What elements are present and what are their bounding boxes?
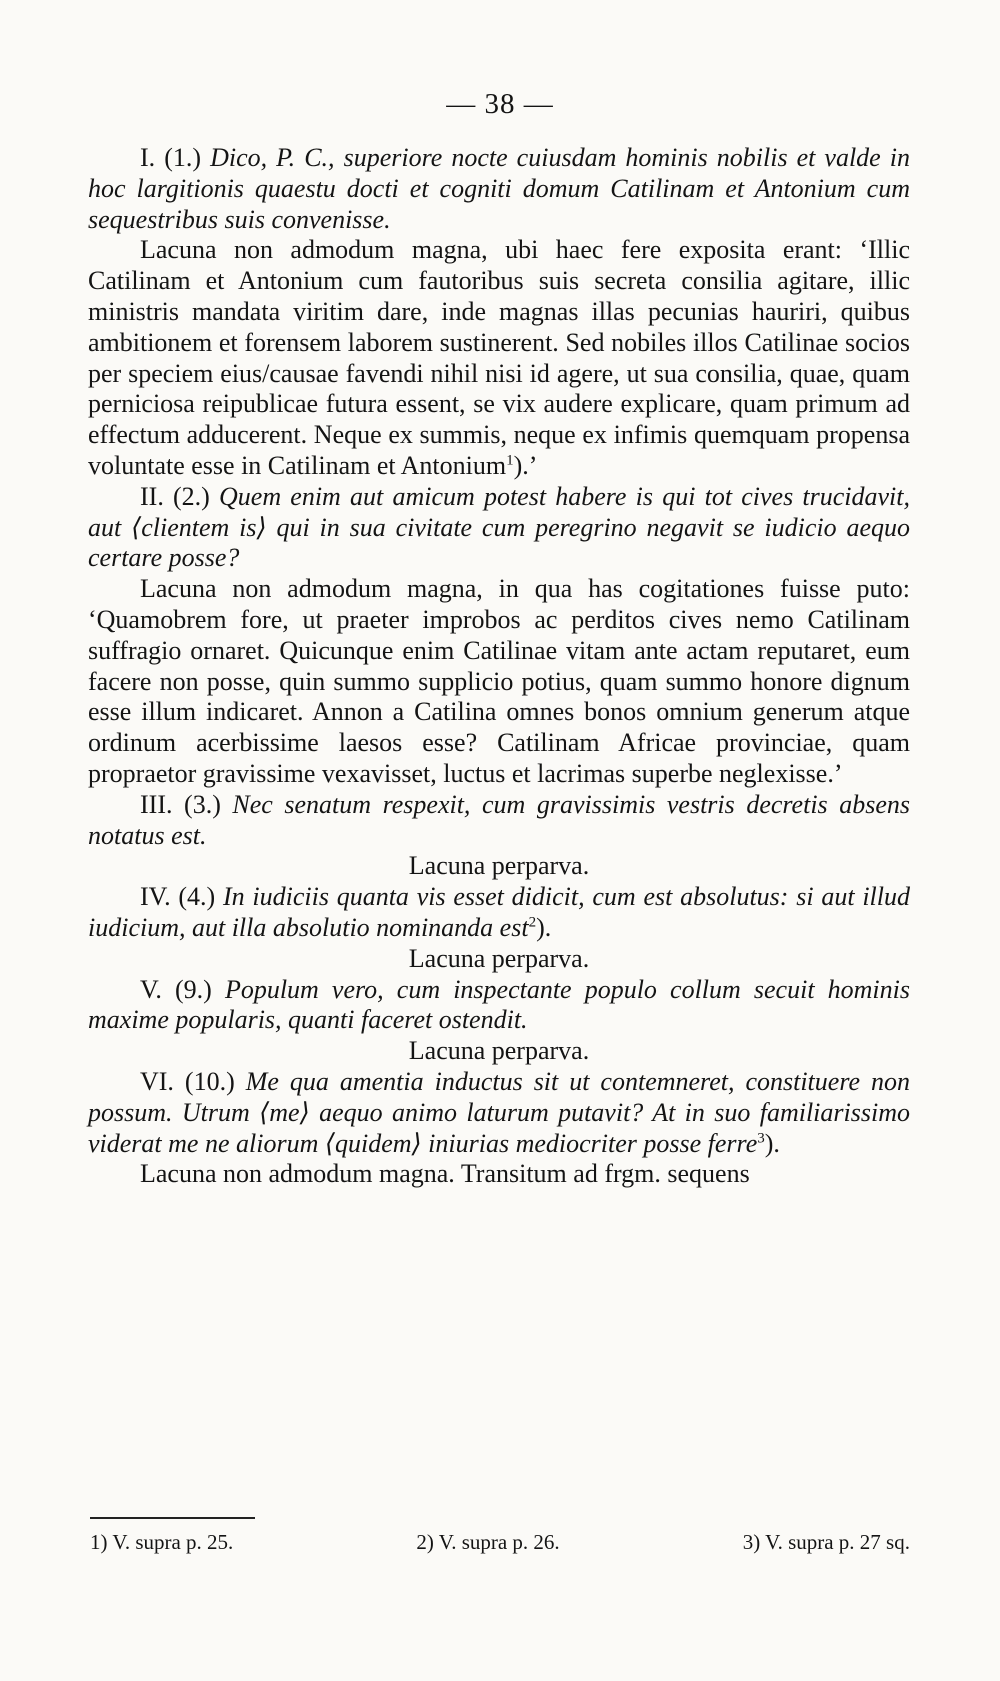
fragment-lemma [88, 882, 910, 944]
fragment-lemma [88, 790, 910, 852]
lacuna-commentary [88, 574, 910, 790]
lacuna-commentary [88, 1159, 910, 1190]
lacuna-note [88, 851, 910, 882]
footnote-2: 2) V. supra p. 26. [416, 1530, 560, 1554]
footnote-1: 1) V. supra p. 25. [90, 1530, 234, 1554]
text-run: Lacuna perparva. [408, 851, 590, 881]
text-run: Lacuna non admodum magna, in qua has cogitationes fuisse puto: ‘Quamobrem fore, ut praeter improbos ac perditos cives nemo Catilinam suffragio ornaret. Quicunque enim Catilinae vitam ante actam reputaret, eum facere non posse, quin summo supplicio potius, quam summo honore dignum esse illum indicaret. Annon a Catilina omnes bonos omnium generum atque ordinum acerbissime laesos esse? Catilinam Africae provinciae, quam propraetor gravissime vexavisset, luctus et lacrimas superbe neglexisse.’ [88, 574, 910, 788]
lacuna-note [88, 944, 910, 975]
text-run: ). [536, 912, 552, 942]
latin-text: Populum vero, cum inspectante populo collum secuit hominis maxime popularis, quanti faceret ostendit. [88, 974, 910, 1035]
latin-text: In iudiciis quanta vis esset didicit, cum est absolutus: si aut illud iudicium, aut illa absolutio nominanda est [88, 882, 910, 942]
text-run: Lacuna non admodum magna, ubi haec fere exposita erant: ‘Illic Catilinam et Antonium cum fautoribus suis secreta consilia agitare, illic ministris mandata viritim dare, inde magnas illas pecunias hauriri, quibus ambitionem et forensem laborem sustinerent. Sed nobiles illos Catilinae socios per speciem eius/causae favendi nihil nisi id agere, ut sua consilia, quae, quam perniciosa reipublicae futura essent, se vix audere explicare, quam primum ad effectum adducerent. Neque ex summis, neque ex infimis quemquam propensa voluntate esse in Catilinam et Antonium [88, 235, 910, 480]
text-run: III. (3.) [140, 789, 233, 819]
fragment-lemma [88, 1067, 910, 1159]
latin-text: Dico, P. C., superiore nocte cuiusdam hominis nobilis et valde in hoc largitionis quaestu docti et cogniti domum Catilinam et Antonium cum sequestribus suis convenisse. [88, 143, 910, 234]
text-run: ). [764, 1128, 780, 1158]
footnote-ref: 3 [757, 1129, 765, 1146]
text-run: Lacuna perparva. [408, 1036, 590, 1066]
fragment-lemma [88, 143, 910, 235]
text-run: IV. (4.) [140, 882, 223, 912]
page-number: — 38 — [446, 88, 554, 120]
text-run: I. (1.) [140, 143, 211, 172]
footnote-3: 3) V. supra p. 27 sq. [742, 1530, 910, 1554]
text-run: Lacuna perparva. [408, 943, 590, 973]
footnote-ref: 2 [528, 914, 537, 931]
text-run: V. (9.) [140, 974, 225, 1004]
text-run: VI. (10.) [140, 1066, 246, 1096]
footnote-ref: 1 [506, 452, 514, 469]
footnotes [90, 1530, 910, 1555]
fragment-lemma [88, 975, 910, 1037]
footnote-rule [90, 1517, 255, 1519]
lacuna-note [88, 1036, 910, 1067]
latin-text: Nec senatum respexit, cum gravissimis vestris decretis absens notatus est. [88, 789, 910, 850]
fragment-lemma [88, 482, 910, 574]
latin-text: Quem enim aut amicum potest habere is qui tot cives trucidavit, aut ⟨clientem is⟩ qui in sua civitate cum peregrino negavit se iudicio aequo certare posse? [88, 481, 910, 573]
text-run: ).’ [513, 450, 538, 480]
lacuna-commentary [88, 235, 910, 481]
text-run: Lacuna non admodum magna. Transitum ad frgm. sequens [140, 1159, 750, 1189]
latin-text: Me qua amentia inductus sit ut contemneret, constituere non possum. Utrum ⟨me⟩ aequo animo laturum putavit? At in suo familiarissimo viderat me ne aliorum ⟨quidem⟩ iniurias mediocriter posse ferre [88, 1066, 910, 1158]
page-body [88, 143, 910, 1190]
text-run: II. (2.) [140, 481, 220, 511]
